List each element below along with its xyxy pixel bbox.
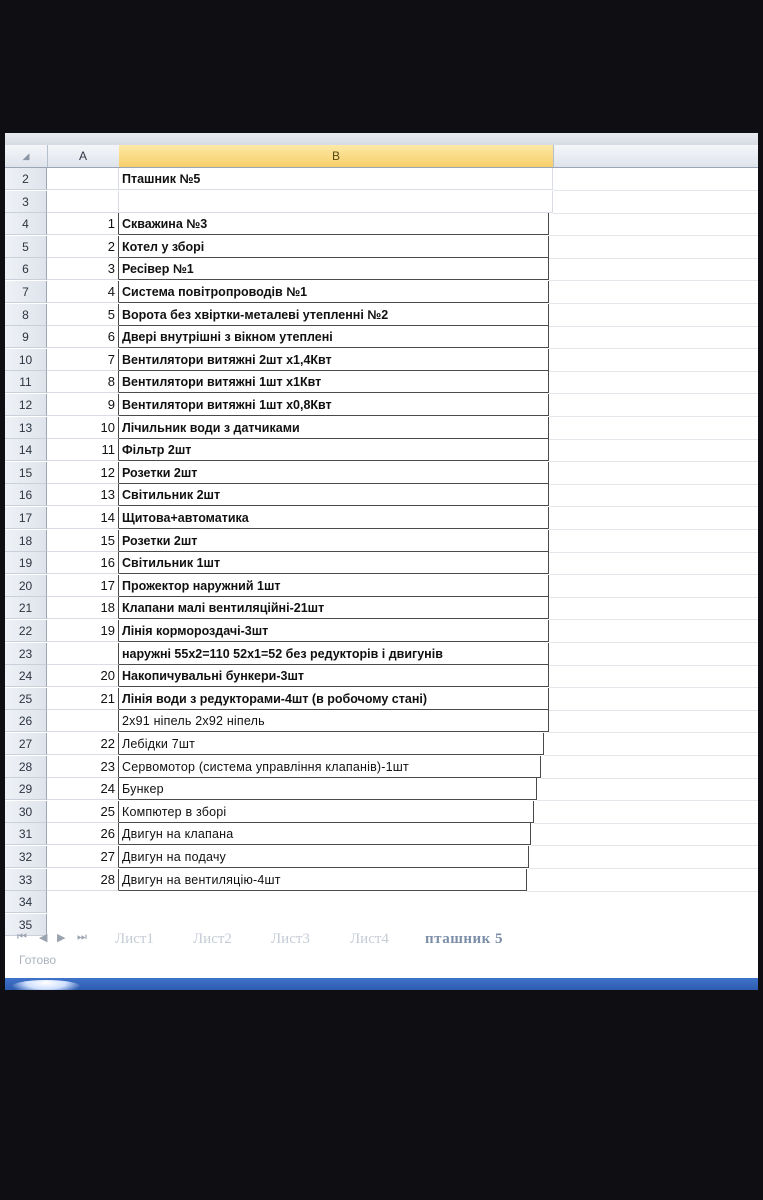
cell-c[interactable] — [549, 304, 758, 327]
table-row — [5, 349, 758, 371]
row-number[interactable]: 14 — [5, 439, 47, 461]
cell-a[interactable]: 6 — [47, 326, 119, 348]
cell-b[interactable]: Вентилятори витяжні 2шт х1,4Квт — [119, 349, 549, 371]
cell-a[interactable]: 27 — [47, 846, 119, 868]
prev-sheet-icon[interactable]: ◀ — [39, 932, 48, 944]
row-number[interactable]: 3 — [5, 191, 47, 213]
table-row — [5, 258, 758, 280]
cell-b[interactable]: Щитова+автоматика — [119, 507, 549, 529]
cell-b[interactable]: Накопичувальні бункери-3шт — [119, 665, 549, 687]
cell-a[interactable]: 26 — [47, 823, 119, 845]
cell-b[interactable] — [119, 191, 553, 213]
table-row — [5, 530, 758, 552]
cell-b[interactable]: 2х91 ніпель 2х92 ніпель — [119, 710, 549, 732]
column-header-bar — [5, 145, 758, 168]
cell-a[interactable]: 24 — [47, 778, 119, 800]
table-row — [5, 620, 758, 642]
spreadsheet-window — [5, 133, 758, 990]
cell-c[interactable] — [549, 439, 758, 462]
cell-a[interactable]: 14 — [47, 507, 119, 529]
cell-a[interactable] — [47, 191, 119, 213]
cell-b[interactable]: Світильник 2шт — [119, 484, 549, 506]
cell-a[interactable]: 16 — [47, 552, 119, 574]
cell-b[interactable]: Клапани малі вентиляційні-21шт — [119, 597, 549, 619]
cell-c[interactable] — [549, 417, 758, 440]
row-number[interactable]: 34 — [5, 891, 47, 913]
cell-b[interactable]: Лічильник води з датчиками — [119, 417, 549, 439]
cell-c[interactable] — [527, 869, 758, 892]
cell-b[interactable]: Ворота без хвіртки-металеві утепленні №2 — [119, 304, 549, 326]
cell-c[interactable] — [549, 530, 758, 553]
row-number[interactable]: 31 — [5, 823, 47, 845]
cell-b[interactable]: Пташник №5 — [119, 168, 553, 190]
row-number[interactable]: 16 — [5, 484, 47, 506]
table-row — [5, 823, 758, 845]
row-number[interactable]: 33 — [5, 869, 47, 891]
cell-a[interactable]: 9 — [47, 394, 119, 416]
cell-b[interactable]: Двері внутрішні з вікном утеплені — [119, 326, 549, 348]
cell-b[interactable]: Лебідки 7шт — [119, 733, 544, 755]
next-sheet-icon[interactable]: ▶ — [57, 932, 66, 944]
cell-c[interactable] — [549, 394, 758, 417]
row-number[interactable]: 12 — [5, 394, 47, 416]
row-number[interactable]: 32 — [5, 846, 47, 868]
row-number[interactable]: 20 — [5, 575, 47, 597]
row-number[interactable]: 22 — [5, 620, 47, 642]
table-row — [5, 778, 758, 800]
cell-c[interactable] — [549, 281, 758, 304]
table-row — [5, 507, 758, 529]
cell-c[interactable] — [549, 349, 758, 372]
cell-c[interactable] — [537, 778, 758, 801]
cell-b[interactable]: Розетки 2шт — [119, 462, 549, 484]
row-number[interactable]: 13 — [5, 417, 47, 439]
table-row — [5, 191, 758, 213]
row-number[interactable]: 18 — [5, 530, 47, 552]
cell-c[interactable] — [544, 733, 758, 756]
sheet-tab-bar — [5, 927, 758, 953]
cell-a[interactable]: 25 — [47, 801, 119, 823]
cell-b[interactable]: Скважина №3 — [119, 213, 549, 235]
column-header-a[interactable]: A — [47, 145, 120, 167]
table-row — [5, 484, 758, 506]
cell-b[interactable]: Двигун на вентиляцію-4шт — [119, 869, 527, 891]
row-number[interactable]: 24 — [5, 665, 47, 687]
cell-a[interactable]: 23 — [47, 756, 119, 778]
sheet-tab[interactable]: Лист1 — [115, 931, 154, 947]
cell-a[interactable]: 13 — [47, 484, 119, 506]
row-number[interactable]: 2 — [5, 168, 47, 190]
table-row — [5, 756, 758, 778]
row-number[interactable]: 25 — [5, 688, 47, 710]
cell-b[interactable]: Ресівер №1 — [119, 258, 549, 280]
cell-c[interactable] — [549, 236, 758, 259]
cell-a[interactable]: 8 — [47, 371, 119, 393]
cell-b[interactable]: Розетки 2шт — [119, 530, 549, 552]
cell-b[interactable]: Сервомотор (система управління клапанів)-1шт — [119, 756, 541, 778]
cell-b[interactable]: Лінія води з редукторами-4шт (в робочому стані) — [119, 688, 549, 710]
row-number[interactable]: 17 — [5, 507, 47, 529]
row-number[interactable]: 19 — [5, 552, 47, 574]
table-row — [5, 168, 758, 190]
table-row — [5, 236, 758, 258]
cell-a[interactable]: 28 — [47, 869, 119, 891]
cell-c[interactable] — [549, 213, 758, 236]
cell-c[interactable] — [549, 620, 758, 643]
cell-c[interactable] — [549, 575, 758, 598]
cell-a[interactable]: 10 — [47, 417, 119, 439]
cell-c[interactable] — [549, 484, 758, 507]
cell-b[interactable]: Вентилятори витяжні 1шт х0,8Квт — [119, 394, 549, 416]
cell-c[interactable] — [549, 688, 758, 711]
ribbon-edge — [5, 133, 758, 145]
cell-a[interactable]: 5 — [47, 304, 119, 326]
cell-b[interactable]: Бункер — [119, 778, 537, 800]
cell-b[interactable]: Світильник 1шт — [119, 552, 549, 574]
row-number[interactable]: 7 — [5, 281, 47, 303]
sheet-tab[interactable]: Лист4 — [350, 931, 389, 947]
table-row — [5, 643, 758, 665]
cell-a[interactable]: 11 — [47, 439, 119, 461]
cell-a[interactable]: 18 — [47, 597, 119, 619]
table-row — [5, 462, 758, 484]
row-number[interactable]: 6 — [5, 258, 47, 280]
cell-c[interactable] — [549, 597, 758, 620]
cell-b[interactable]: Компютер в зборі — [119, 801, 534, 823]
table-row — [5, 801, 758, 823]
select-all-corner[interactable]: ◢ — [5, 145, 48, 167]
taskbar — [5, 978, 758, 990]
row-number[interactable]: 11 — [5, 371, 47, 393]
cell-c[interactable] — [534, 801, 758, 824]
table-row — [5, 597, 758, 619]
row-number[interactable]: 9 — [5, 326, 47, 348]
row-number[interactable]: 28 — [5, 756, 47, 778]
cell-a[interactable]: 7 — [47, 349, 119, 371]
cell-c[interactable] — [549, 258, 758, 281]
cell-c[interactable] — [549, 552, 758, 575]
table-row — [5, 665, 758, 687]
column-header-b[interactable]: B — [119, 145, 554, 167]
cell-a[interactable]: 19 — [47, 620, 119, 642]
table-row — [5, 213, 758, 235]
cell-b[interactable]: Двигун на клапана — [119, 823, 531, 845]
table-row — [5, 304, 758, 326]
cell-b[interactable]: Котел у зборі — [119, 236, 549, 258]
sheet-tab[interactable]: Лист3 — [271, 931, 310, 947]
cell-a[interactable]: 21 — [47, 688, 119, 710]
row-number[interactable]: 21 — [5, 597, 47, 619]
cell-c[interactable] — [549, 507, 758, 530]
cell-c[interactable] — [553, 168, 758, 191]
cell-c[interactable] — [549, 710, 758, 733]
row-number[interactable]: 26 — [5, 710, 47, 732]
table-row — [5, 326, 758, 348]
cell-a[interactable] — [47, 168, 119, 190]
cell-a[interactable] — [47, 710, 119, 732]
cell-a[interactable] — [47, 643, 119, 665]
column-header-c[interactable] — [554, 145, 758, 167]
row-number[interactable]: 10 — [5, 349, 47, 371]
row-number[interactable]: 4 — [5, 213, 47, 235]
row-number[interactable]: 5 — [5, 236, 47, 258]
cell-a[interactable]: 17 — [47, 575, 119, 597]
cell-c[interactable] — [549, 371, 758, 394]
table-row — [5, 439, 758, 461]
cell-c[interactable] — [531, 823, 758, 846]
cell-a[interactable]: 15 — [47, 530, 119, 552]
sheet-tab[interactable]: Лист2 — [193, 931, 232, 947]
cell-c[interactable] — [553, 191, 758, 214]
cell-b[interactable]: Вентилятори витяжні 1шт х1Квт — [119, 371, 549, 393]
cell-b[interactable]: Двигун на подачу — [119, 846, 529, 868]
start-orb-icon[interactable] — [11, 980, 81, 990]
table-row — [5, 733, 758, 755]
cell-b[interactable]: Фільтр 2шт — [119, 439, 549, 461]
cell-c[interactable] — [549, 462, 758, 485]
cell-b[interactable]: Прожектор наружний 1шт — [119, 575, 549, 597]
table-row — [5, 575, 758, 597]
row-number[interactable]: 23 — [5, 643, 47, 665]
cell-a[interactable]: 12 — [47, 462, 119, 484]
table-row — [5, 281, 758, 303]
cell-c[interactable] — [549, 665, 758, 688]
cell-c[interactable] — [549, 326, 758, 349]
first-sheet-icon[interactable]: ⏮ — [17, 931, 27, 943]
table-row — [5, 552, 758, 574]
cell-a[interactable]: 2 — [47, 236, 119, 258]
row-number[interactable]: 15 — [5, 462, 47, 484]
cell-c[interactable] — [549, 643, 758, 666]
cell-a[interactable]: 22 — [47, 733, 119, 755]
cell-c[interactable] — [541, 756, 758, 779]
cell-b[interactable]: Система повітропроводів №1 — [119, 281, 549, 303]
row-number[interactable]: 35 — [5, 914, 47, 936]
last-sheet-icon[interactable]: ⏭ — [77, 931, 87, 943]
table-row — [5, 688, 758, 710]
row-number[interactable]: 27 — [5, 733, 47, 755]
table-row — [5, 869, 758, 891]
row-number[interactable]: 29 — [5, 778, 47, 800]
status-bar-text: Готово — [19, 953, 57, 967]
table-row — [5, 891, 758, 913]
sheet-tab[interactable]: пташник 5 — [425, 931, 504, 947]
cell-a[interactable]: 3 — [47, 258, 119, 280]
table-row — [5, 417, 758, 439]
cell-b[interactable]: наружні 55х2=110 52х1=52 без редукторів і двигунів — [119, 643, 549, 665]
row-number[interactable]: 8 — [5, 304, 47, 326]
table-row — [5, 371, 758, 393]
table-row — [5, 710, 758, 732]
table-row — [5, 394, 758, 416]
cell-b[interactable]: Лінія кормороздачі-3шт — [119, 620, 549, 642]
cell-a[interactable]: 4 — [47, 281, 119, 303]
cell-a[interactable]: 1 — [47, 213, 119, 235]
cell-a[interactable]: 20 — [47, 665, 119, 687]
table-row — [5, 846, 758, 868]
row-number[interactable]: 30 — [5, 801, 47, 823]
cell-c[interactable] — [529, 846, 758, 869]
